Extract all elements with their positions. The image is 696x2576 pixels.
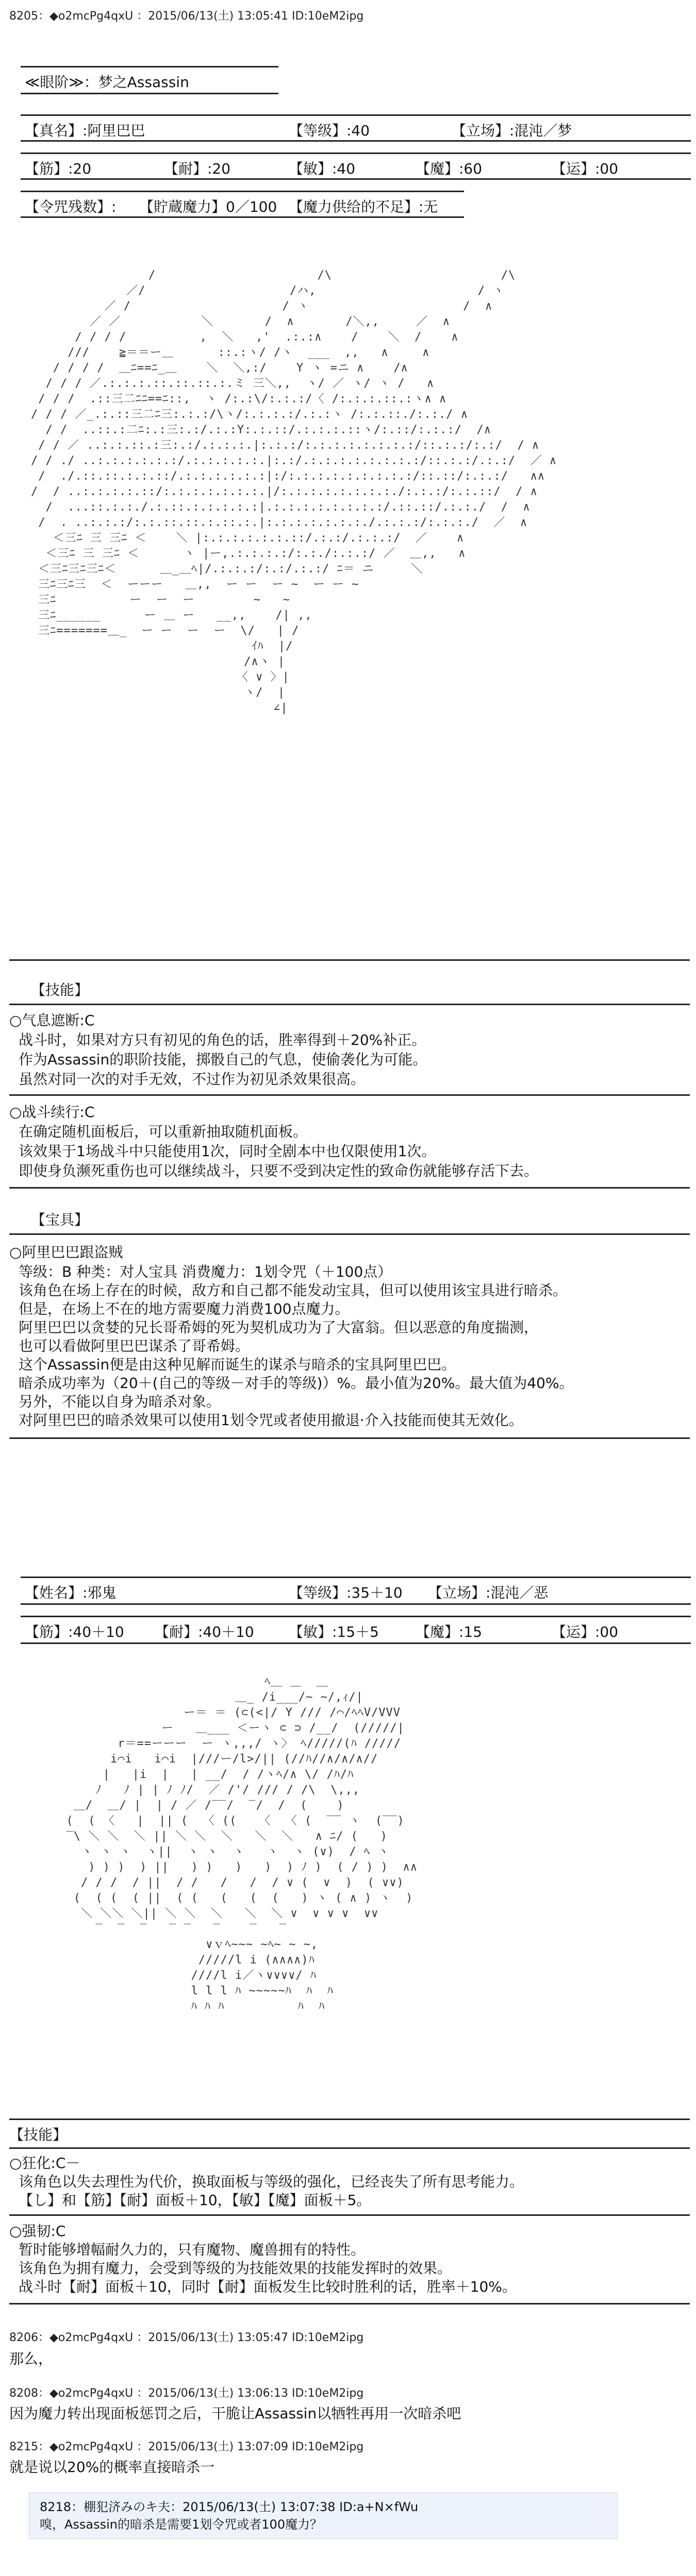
- stat-mag: 【魔】:15: [416, 1623, 483, 1640]
- np-line: 这个Assassin便是由这种见解而诞生的谋杀与暗杀的宝具阿里巴巴。: [19, 1356, 456, 1373]
- stat-str: 【筋】:20: [25, 160, 92, 177]
- post-body: 因为魔力转出现面板惩罚之后，干脆让Assassin以牺牲再用一次暗杀吧: [9, 2405, 461, 2422]
- np-line: 阿里巴巴以贪婪的兄长哥希姆的死为契机成功为了大富翁。但以恶意的角度揣测，: [19, 1319, 539, 1336]
- np-line: 该角色在场上存在的时候，敌方和自己都不能发动宝具，但可以使用该宝具进行暗杀。: [19, 1282, 568, 1299]
- skill-line: 作为Assassin的职阶技能，掷骰自己的气息，使偷袭化为可能。: [19, 1051, 427, 1068]
- divider: [9, 1233, 690, 1235]
- skills-title: 【技能】: [31, 981, 89, 998]
- np-line: 但是，在场上不在的地方需要魔力消费100点魔力。: [19, 1300, 350, 1317]
- servant-alignment: 【立场】:混沌／恶: [428, 1584, 549, 1601]
- skill-line: 战斗时【耐】面板＋10，同时【耐】面板发生比较时胜利的话，胜率＋10%。: [19, 2278, 517, 2295]
- skill-title: ○战斗续行:C: [9, 1104, 95, 1121]
- divider: [9, 1004, 690, 1005]
- stat-luck: 【运】:00: [552, 160, 619, 177]
- stat-end: 【耐】:20: [164, 160, 231, 177]
- servant-level: 【等级】:35＋10: [289, 1584, 403, 1601]
- divider: [9, 959, 690, 961]
- stat-mag: 【魔】:60: [416, 160, 483, 177]
- command-spells: 【令咒残数】:: [25, 198, 117, 215]
- servant-alignment: 【立场】:混沌／梦: [452, 122, 572, 139]
- skill-line: 在确定随机面板后，可以重新抽取随机面板。: [19, 1123, 308, 1140]
- np-line: 等级：B 种类：对人宝具 消费魔力：1划令咒（＋100点）: [19, 1263, 392, 1280]
- stat-str: 【筋】:40＋10: [25, 1623, 124, 1640]
- divider: [21, 1616, 691, 1617]
- stat-end: 【耐】:40＋10: [155, 1623, 254, 1640]
- np-line: 对阿里巴巴的暗杀效果可以使用1划令咒或者使用撤退·介入技能而使其无效化。: [19, 1412, 523, 1429]
- post-body: 就是说以20%的概率直接暗杀一: [9, 2459, 215, 2476]
- divider: [21, 152, 691, 154]
- skill-line: 即使身负濒死重伤也可以继续战斗，只要不受到决定性的致命伤就能够存活下去。: [19, 1162, 539, 1179]
- divider: [9, 2214, 690, 2216]
- divider: [21, 140, 691, 142]
- skill-line: 虽然对同一次的对手无效，不过作为初见杀效果很高。: [19, 1071, 366, 1088]
- np-line: 另外，不能以自身为暗杀对象。: [19, 1393, 221, 1410]
- np-line: 暗杀成功率为（20＋(自己的等级－对手的等级)）%。最小值为20%。最大值为40%。: [19, 1375, 574, 1392]
- post-header: 8205：◆o2mcPg4qxU ：2015/06/13(土) 13:05:41 ID:10eM2ipg: [9, 10, 364, 23]
- divider: [21, 216, 464, 218]
- divider: [21, 1642, 691, 1644]
- servant-name: 【真名】:阿里巴巴: [25, 122, 145, 139]
- divider: [9, 2119, 690, 2120]
- ascii-art-demon: ﾍ＿ ＿ ＿ ＿_ /i___/~ ~/,ｨ/| ー＝ ＝ (⊂(<|/ Y /// /⌒/ﾍﾍV/VVV ー ＿___ ＜ーヽ ⊂ ⊃ /__/ (/////| r＝==ーーー ー ヽ,,,/ ヽ〉 ﾍ/////(ﾊ ///// i⌒i i⌒i |///ー/l>/|| (//ﾊ//∧/∧/∧// | |i | | __/ / /ヽﾍ/∧ \/ /ﾊ/ﾊ ﾉ ﾉ | | ﾉ ﾉ/ ／ /'/ /// / /\ \,,, ＿/ ＿/ | | / ／ /‾‾/ ‾/ / ( ) ( ( 〈 | || ( 〈 (( 〈 〈 ( ‾‾ ヽ (‾‾) ‾\ ＼ ＼ ＼ || ＼ ＼ ＼ ＼ ＼ ∧ ﾆ/ ( ) ヽ ヽ ヽ ヽ|| ヽ ヽ ヽ ヽ ヽ (∨) / ﾍ ヽ ) ) ) ) || ) ) ) ) ) ﾉ ) ( / ) ) ∧∧ / / / / || / / / / / ∨ ( ∨ ) ( ∨∨) ( ( ( ( || ( ( ( ( ( ) ヽ ( ∧ ) ヽ ) ＼ ＼＼ ＼|| ＼ ＼ ＼ ＼ ＼ ∨ ∨ ∨ ∨ ∨∨ ‾ ‾ ‾ ‾ ‾ ‾ ‾ ‾ ∨ｖﾍ~~~ ~ﾍ~ ~ ~, /////l i (∧∧∧∧)ﾊ ////l i／ヽ∨∨∨∨/ ﾊ l l l ﾊ ~~~~~ﾊ ﾊ ﾊ ﾊ ﾊ ﾊ ﾊ ﾊ: [66, 1675, 418, 2013]
- np-line: 也可以看做阿里巴巴谋杀了哥希姆。: [19, 1337, 250, 1354]
- skill-line: 【し】和【筋】【耐】面板＋10，【敏】【魔】面板＋5。: [19, 2192, 371, 2209]
- quote-body: 嗅，Assassin的暗杀是需要1划令咒或者100魔力？: [40, 2517, 323, 2532]
- skill-title: ○强韧:C: [9, 2223, 66, 2240]
- skill-line: 该效果于1场战斗中只能使用1次，同时全剧本中也仅限使用1次。: [19, 1143, 436, 1160]
- stat-agi: 【敏】:40: [289, 160, 356, 177]
- np-name: ○阿里巴巴跟盗贼: [9, 1244, 123, 1261]
- skill-title: ○狂化:C－: [9, 2155, 80, 2172]
- mana-reserve: 【貯蔵魔力】0／100: [139, 198, 277, 215]
- divider: [21, 191, 464, 192]
- divider: [9, 2303, 690, 2304]
- np-title: 【宝具】: [31, 1211, 89, 1228]
- stat-luck: 【运】:00: [552, 1623, 619, 1640]
- skill-line: 暂时能够增幅耐久力的，只有魔物、魔兽拥有的特性。: [19, 2241, 366, 2258]
- quote-header: 8218：棚犯济みのキ夫：2015/06/13(土) 13:07:38 ID:a+N×fWu: [40, 2500, 419, 2514]
- divider: [21, 93, 278, 94]
- skill-line: 该角色以失去理性为代价，换取面板与等级的强化，已经丧失了所有思考能力。: [19, 2173, 524, 2190]
- post-header: 8215：◆o2mcPg4qxU ：2015/06/13(土) 13:07:09 ID:10eM2ipg: [9, 2441, 364, 2453]
- skill-line: 战斗时，如果对方只有初见的角色的话，胜率得到＋20%补正。: [19, 1031, 426, 1048]
- post-body: 那么，: [9, 2350, 53, 2367]
- stat-agi: 【敏】:15＋5: [289, 1623, 379, 1640]
- skill-line: 该角色为拥有魔力，会受到等级的为技能效果的技能发挥时的效果。: [19, 2260, 452, 2277]
- mana-supply: 【魔力供给的不足】:无: [289, 198, 438, 215]
- quoted-post: [29, 2493, 618, 2539]
- divider: [21, 1577, 691, 1578]
- post-header: 8208：◆o2mcPg4qxU ：2015/06/13(土) 13:06:13 ID:10eM2ipg: [9, 2387, 364, 2400]
- skill-title: ○气息遮断:C: [9, 1012, 95, 1029]
- divider: [9, 1437, 690, 1439]
- skills-title: 【技能】: [9, 2126, 68, 2143]
- divider: [21, 114, 691, 116]
- servant-level: 【等级】:40: [289, 122, 370, 139]
- post-header: 8206：◆o2mcPg4qxU ：2015/06/13(土) 13:05:47 ID:10eM2ipg: [9, 2331, 364, 2344]
- divider: [9, 1187, 690, 1189]
- divider: [21, 66, 278, 67]
- card-title: ≪眼阶≫：梦之Assassin: [25, 74, 189, 91]
- divider: [9, 1094, 690, 1096]
- divider: [9, 2147, 690, 2149]
- ascii-art-assassin: / /\ /\ ／/ /ハ, / ヽ ／ / / ヽ / ∧ ／ ／ ＼ / ∧ /＼,, ／ ∧ / / / / , ＼ ,' .:.:∧ / ＼ / ∧ /// ≧＝＝ー＿ ::.:ヽ/ /ヽ ___ ,, ∧ ∧ / / / / ＿ﾆ==ﾆ_＿ ＼ ＼,:/ Y ヽ =ニ ∧ /∧ / / / ／.:.:.:.::.::.::.:.ミ 三＼,, ヽ/ ／ ヽ/ ヽ / ∧ / / / .::三二ﾆﾆ==ﾆ::, ヽ /:.:\/:.:.:/〈 /:.:.:.::.:ヽ∧ ∧ / / / ／_.:.::三二ﾆ三:.:.:/\ヽ/:.:.:.:/.:.:ヽ /:.:.::./:.:./ ∧ / / ..::.:二ﾆ:.:三:.:/.:.:Y:.:.::/.:.:.:.::ヽ/:.::/:.:.:/ /∧ / / ／ ..:.:.::.:三:.:/.:.:.:.|:.:.:/:.:.:.:.:.:.:.:/::.:.:/:.:/ / ∧ / / ./ ..:.:.:.:.:.:/.:.:.:.:.:.|:.:/.:.:.:.:.:.:.:.:/::.:.:/.:.:/ ／ ∧ / ./.::.::.:.:.::/.:.:.:.:.:.:|:/:.:.:.:.:.:.:.:.:/::.::/:.:.:/ ∧∧ / / ..:.:.:.:.::/:.:.:.:.:.:.:.|/:.:.:.:.:.:.:.:./:.:.:/:.:.::/ / ∧ / ...::.:.:./.:.::.:.:.:.:.:|.:.:.:.:.:.:.:.:/.::.::/.:.:./ / ∧ / . ..:.:.:/:.:.::.::.:.::.:.|:.:.:.:.:.:.:./.:.:.:/:.:.:./ ／ ∧ ＜三ﾆ 三 三ﾆ ＜ ＼ |:.:.:.:.:.:.::/.:.:/.:.:.:/ ／ ∧ ＜三ﾆ 三 三ﾆ ＜ ヽ |ー,.:.:.:.:/:.:./:.:.:/ ／ ＿,, ∧ ＜三ﾆ三ﾆ三ﾆ＜ ＿_＿ﾍ|/.:.:.:/:.:/.:.:/ ﾆ＝ ニ ＼ 三ﾆ三ﾆ三 ＜ ーーー ＿,, ー ー ー ~ ー ー ~ 三ﾆ ー ー ー ~ ~ 三ﾆ______ ー ＿ ー __,, /| ,, 三ﾆ=======＿_ ー ー ー ー \/ | / ｲﾊ |/ /∧ヽ | 〈 ∨ 〉| ヽ/ | ∠|: [31, 269, 557, 715]
- divider: [21, 178, 691, 180]
- divider: [21, 1603, 691, 1605]
- servant-name: 【姓名】:邪鬼: [25, 1584, 117, 1601]
